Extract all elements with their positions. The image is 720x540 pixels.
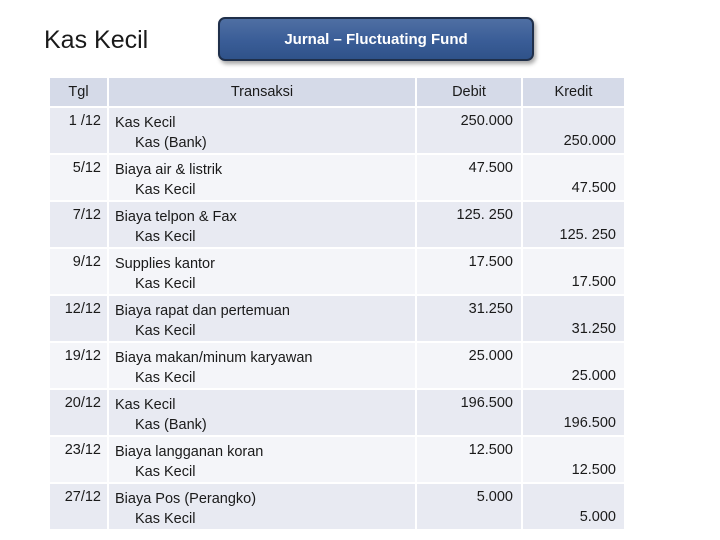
debit-account: Biaya langganan koran	[115, 444, 264, 460]
credit-account: Kas Kecil	[135, 370, 196, 386]
debit-account: Biaya rapat dan pertemuan	[115, 303, 290, 319]
table-row	[50, 342, 624, 389]
page-title: Kas Kecil	[44, 26, 149, 54]
header-tgl: Tgl	[50, 78, 108, 107]
cell-debit: 250.000	[416, 107, 522, 154]
table-row	[50, 483, 624, 530]
cell-kredit: 125. 250	[522, 201, 624, 248]
debit-account: Biaya air & listrik	[115, 162, 223, 178]
cell-transaksi	[108, 154, 416, 201]
table-row	[50, 248, 624, 295]
cell-tgl: 19/12	[50, 342, 108, 389]
cell-kredit: 47.500	[522, 154, 624, 201]
cell-debit: 47.500	[416, 154, 522, 201]
credit-account: Kas Kecil	[135, 464, 196, 480]
debit-account: Biaya Pos (Perangko)	[115, 491, 257, 507]
cell-kredit: 31.250	[522, 295, 624, 342]
cell-transaksi	[108, 483, 416, 530]
credit-account: Kas Kecil	[135, 182, 196, 198]
cell-kredit: 250.000	[522, 107, 624, 154]
table-row	[50, 436, 624, 483]
cell-transaksi	[108, 107, 416, 154]
cell-debit: 5.000	[416, 483, 522, 530]
table-row	[50, 295, 624, 342]
debit-account: Biaya telpon & Fax	[115, 209, 237, 225]
journal-badge: Jurnal – Fluctuating Fund	[218, 17, 534, 61]
cell-debit: 31.250	[416, 295, 522, 342]
debit-account: Kas Kecil	[115, 115, 176, 131]
cell-transaksi	[108, 389, 416, 436]
debit-account: Supplies kantor	[115, 256, 215, 272]
cell-transaksi	[108, 342, 416, 389]
cell-transaksi	[108, 295, 416, 342]
cell-transaksi	[108, 201, 416, 248]
table-row	[50, 107, 624, 154]
credit-account: Kas (Bank)	[135, 135, 207, 151]
header-transaksi: Transaksi	[108, 78, 416, 107]
cell-debit: 17.500	[416, 248, 522, 295]
credit-account: Kas Kecil	[135, 323, 196, 339]
cell-tgl: 23/12	[50, 436, 108, 483]
credit-account: Kas Kecil	[135, 511, 196, 527]
cell-tgl: 9/12	[50, 248, 108, 295]
table-row	[50, 389, 624, 436]
cell-debit: 12.500	[416, 436, 522, 483]
cell-tgl: 1 /12	[50, 107, 108, 154]
cell-tgl: 5/12	[50, 154, 108, 201]
cell-transaksi	[108, 248, 416, 295]
journal-table	[50, 78, 624, 531]
cell-kredit: 196.500	[522, 389, 624, 436]
header-kredit: Kredit	[522, 78, 624, 107]
cell-debit: 25.000	[416, 342, 522, 389]
debit-account: Biaya makan/minum karyawan	[115, 350, 313, 366]
table-row	[50, 154, 624, 201]
debit-account: Kas Kecil	[115, 397, 176, 413]
cell-tgl: 27/12	[50, 483, 108, 530]
cell-transaksi	[108, 436, 416, 483]
credit-account: Kas Kecil	[135, 276, 196, 292]
cell-debit: 196.500	[416, 389, 522, 436]
credit-account: Kas (Bank)	[135, 417, 207, 433]
table-header-row	[50, 78, 624, 107]
credit-account: Kas Kecil	[135, 229, 196, 245]
cell-tgl: 7/12	[50, 201, 108, 248]
table-row	[50, 201, 624, 248]
header-debit: Debit	[416, 78, 522, 107]
cell-kredit: 25.000	[522, 342, 624, 389]
cell-debit: 125. 250	[416, 201, 522, 248]
cell-kredit: 17.500	[522, 248, 624, 295]
cell-kredit: 5.000	[522, 483, 624, 530]
cell-tgl: 12/12	[50, 295, 108, 342]
cell-tgl: 20/12	[50, 389, 108, 436]
cell-kredit: 12.500	[522, 436, 624, 483]
